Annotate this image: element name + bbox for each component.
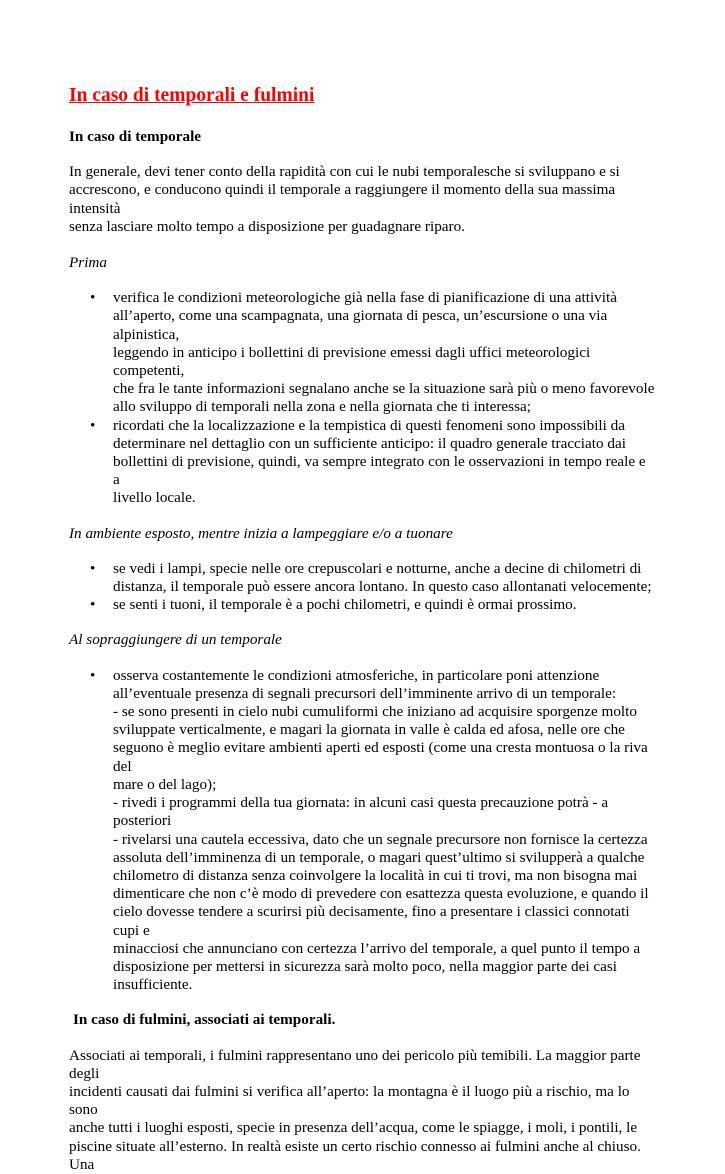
document-title: In caso di temporali e fulmini xyxy=(69,85,315,106)
text-line: accrescono, e conducono quindi il temporale a raggiungere il momento della sua massima intensità xyxy=(69,181,616,217)
subheading-prima: Prima xyxy=(69,254,107,272)
list-item xyxy=(90,596,655,614)
subheading-ambiente-esposto: In ambiente esposto, mentre inizia a lampeggiare e/o a tuonare xyxy=(69,524,453,542)
text-line: - rivedi i programmi della tua giornata: in alcuni casi questa precauzione potrà - a posteriori xyxy=(113,794,609,830)
text-line: cielo dovesse tendere a scurirsi più decisamente, fino a presentare i classici connotati cupi e xyxy=(113,903,630,939)
text-line: anche tutti i luoghi esposti, specie in presenza dell’acqua, come le spiagge, i moli, i pontili, le xyxy=(69,1119,638,1137)
text-line: incidenti causati dai fulmini si verifica all’aperto: la montagna è il luogo più a rischio, ma lo sono xyxy=(69,1082,630,1119)
text-line: leggendo in anticipo i bollettini di previsione emessi dagli uffici meteorologici competenti, xyxy=(113,343,591,380)
text-line: mare o del lago); xyxy=(113,775,217,793)
bullet-icon: • xyxy=(90,596,96,614)
text-line: determinare nel dettaglio con un sufficiente anticipo: il quadro generale tracciato dai xyxy=(113,434,626,452)
text-line: se senti i tuoni, il temporale è a pochi chilometri, e quindi è ormai prossimo. xyxy=(113,596,577,614)
fulmini-paragraph xyxy=(69,1047,655,1174)
list-prima xyxy=(69,289,655,507)
text-line: minacciosi che annunciano con certezza l’arrivo del temporale, a quel punto il tempo a xyxy=(113,939,641,957)
text-line: allo sviluppo di temporali nella zona e nella giornata che ti interessa; xyxy=(113,398,531,416)
text-line: che fra le tante informazioni segnalano anche se la situazione sarà più o meno favorevole xyxy=(113,380,655,398)
list-item xyxy=(90,559,655,596)
section-heading-fulmini: In caso di fulmini, associati ai temporali. xyxy=(73,1011,336,1029)
text-line: - se sono presenti in cielo nubi cumuliformi che iniziano ad acquisire sporgenze molto xyxy=(113,703,637,721)
text-line: verifica le condizioni meteorologiche già nella fase di pianificazione di una attività xyxy=(113,289,617,307)
text-line: dimenticare che non c’è modo di prevedere con esattezza questa evoluzione, e quando il xyxy=(113,885,649,903)
text-line: bollettini di previsione, quindi, va sempre integrato con le osservazioni in tempo reale e a xyxy=(113,453,646,489)
text-line: chilometro di distanza senza coinvolgere la località in cui ti trovi, ma non bisogna mai xyxy=(113,866,638,884)
section-heading-temporale: In caso di temporale xyxy=(69,128,202,145)
text-line: assoluta dell’imminenza di un temporale, o magari quest’ultimo si svilupperà a qualche xyxy=(113,848,645,866)
text-line: sviluppate verticalmente, e magari la giornata in valle è calda ed afosa, nelle ore che xyxy=(113,721,625,739)
list-sopraggiungere xyxy=(69,667,655,995)
bullet-icon: • xyxy=(90,289,96,307)
bullet-icon: • xyxy=(90,416,96,434)
text-line: - rivelarsi una cautela eccessiva, dato che un segnale precursore non fornisce la certezza xyxy=(113,830,648,848)
text-line: osserva costantemente le condizioni atmosferiche, in particolare poni attenzione xyxy=(113,666,600,684)
text-line: insufficiente. xyxy=(113,976,193,994)
list-ambiente-esposto xyxy=(69,560,655,615)
subheading-sopraggiungere: Al sopraggiungere di un temporale xyxy=(69,631,282,649)
text-line: se vedi i lampi, specie nelle ore crepuscolari e notturne, anche a decine di chilometri di xyxy=(113,559,642,577)
text-line: ricordati che la localizzazione e la tempistica di questi fenomeni sono impossibili da xyxy=(113,416,625,434)
text-line: disposizione per mettersi in sicurezza sarà molto poco, nella maggior parte dei casi xyxy=(113,957,617,975)
list-item xyxy=(90,416,655,508)
text-line: all’aperto, come una scampagnata, una giornata di pesca, un’escursione o una via alpinistica, xyxy=(113,307,608,343)
intro-paragraph xyxy=(69,163,655,236)
list-item xyxy=(90,666,655,995)
list-item xyxy=(90,289,655,416)
text-line: seguono è meglio evitare ambienti aperti ed esposti (come una cresta montuosa o la riva del xyxy=(113,739,648,775)
text-line: senza lasciare molto tempo a disposizione per guadagnare riparo. xyxy=(69,217,465,235)
bullet-icon: • xyxy=(90,666,96,684)
text-line: piscine situate all’esterno. In realtà esiste un certo rischio connesso ai fulmini anche al chiuso. Una xyxy=(69,1137,641,1173)
text-line: In generale, devi tener conto della rapidità con cui le nubi temporalesche si sviluppano e si xyxy=(69,163,620,181)
text-line: livello locale. xyxy=(113,489,196,507)
text-line: distanza, il temporale può essere ancora lontano. In questo caso allontanati velocemente; xyxy=(113,578,652,596)
text-line: all’eventuale presenza di segnali precursori dell’imminente arrivo di un temporale: xyxy=(113,684,617,702)
bullet-icon: • xyxy=(90,559,96,577)
text-line: Associati ai temporali, i fulmini rappresentano uno dei pericolo più temibili. La maggior parte degli xyxy=(69,1046,641,1082)
